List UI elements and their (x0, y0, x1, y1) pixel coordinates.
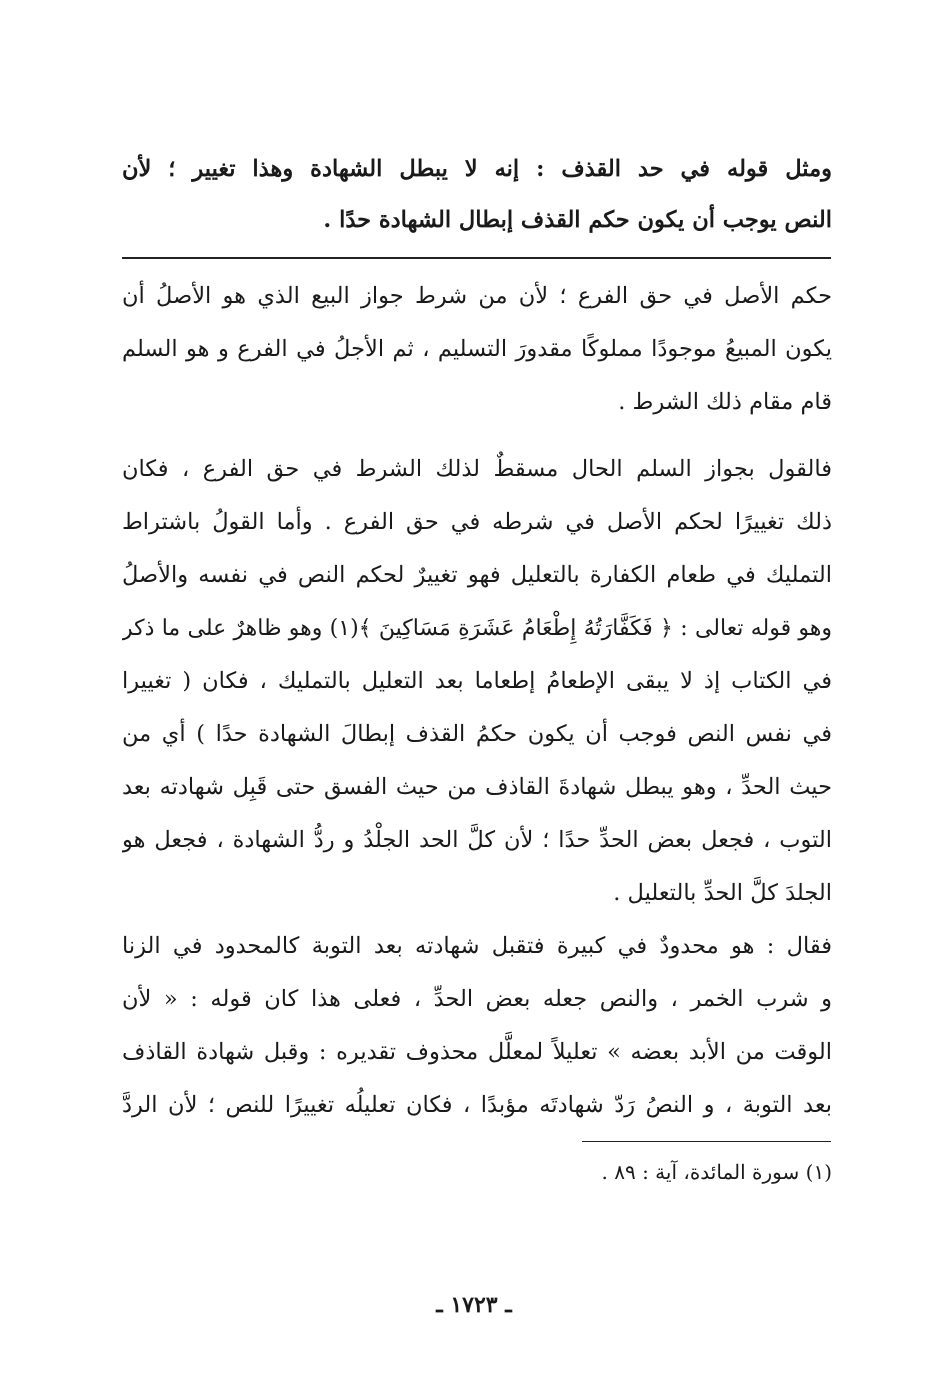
paragraph-line: الوقت من الأبد بعضه » تعليلاً لمعلَّل محذوف تقديره : وقبل شهادة القاذف (122, 1039, 832, 1065)
paragraph-line: وهو قوله تعالى : ﴿ فَكَفَّارَتُهُ إِطْعَامُ عَشَرَةِ مَسَاكِينَ ﴾(١) وهو ظاهرٌ على ما ذكر (122, 616, 832, 641)
paragraph-line: الجلدَ كلَّ الحدِّ بالتعليل . (613, 880, 832, 906)
footnote: (١) سورة المائدة، آية : ٨٩ . (601, 1160, 832, 1184)
paragraph-line: التمليك في طعام الكفارة بالتعليل فهو تغييرٌ لحكم النص في نفسه والأصلُ (122, 562, 832, 588)
paragraph-line: و شرب الخمر ، والنص جعله بعض الحدِّ ، فعلى هذا كان قوله : « لأن (122, 986, 832, 1012)
quoted-text-block (122, 144, 832, 246)
paragraph-line: حكم الأصل في حق الفرع ؛ لأن من شرط جواز البيع الذي هو الأصلُ أن (122, 283, 832, 309)
paragraph-line: ذلك تغييرًا لحكم الأصل في شرطه في حق الفرع . وأما القولُ باشتراط (122, 509, 832, 535)
paragraph-line: بعد التوبة ، و النصُ رَدّ شهادتَه مؤبدًا ، فكان تعليلُه تغييرًا للنص ؛ لأن الردَّ (122, 1092, 832, 1118)
paragraph-line: قام مقام ذلك الشرط . (618, 389, 832, 415)
paragraph-line: فقال : هو محدودٌ في كبيرة فتقبل شهادته بعد التوبة كالمحدود في الزنا (122, 933, 832, 959)
commentary-paragraph-1 (122, 270, 832, 429)
paragraph-line: في نفس النص فوجب أن يكون حكمُ القذف إبطالَ الشهادة حدًا ) أي من (122, 721, 832, 747)
paragraph-line: حيث الحدِّ ، وهو يبطل شهادةَ القاذف من حيث الفسق حتى قَبِل شهادته بعد (122, 774, 832, 800)
separator-rule (122, 257, 831, 259)
paragraph-line: يكون المبيعُ موجودًا مملوكًا مقدورَ التسليم ، ثم الأجلُ في الفرع و هو السلم (122, 336, 832, 362)
paragraph-line: فالقول بجواز السلم الحال مسقطٌ لذلك الشرط في حق الفرع ، فكان (122, 456, 832, 482)
page-number: ـ ١٧٢٣ ـ (436, 1292, 512, 1318)
quote-line: النص يوجب أن يكون حكم القذف إبطال الشهادة حدًا . (323, 207, 832, 233)
paragraph-line: في الكتاب إذ لا يبقى الإطعامُ إطعاما بعد التعليل بالتمليك ، فكان ( تغييرا (122, 668, 832, 694)
paragraph-line: التوب ، فجعل بعض الحدِّ حدًا ؛ لأن كلَّ الحد الجلْدُ و ردُّ الشهادة ، فجعل هو (122, 827, 832, 853)
commentary-paragraph-2 (122, 443, 832, 920)
commentary-paragraph-3 (122, 920, 832, 1132)
footnote-separator (582, 1141, 831, 1142)
quote-line: ومثل قوله في حد القذف : إنه لا يبطل الشهادة وهذا تغيير ؛ لأن (122, 156, 832, 182)
